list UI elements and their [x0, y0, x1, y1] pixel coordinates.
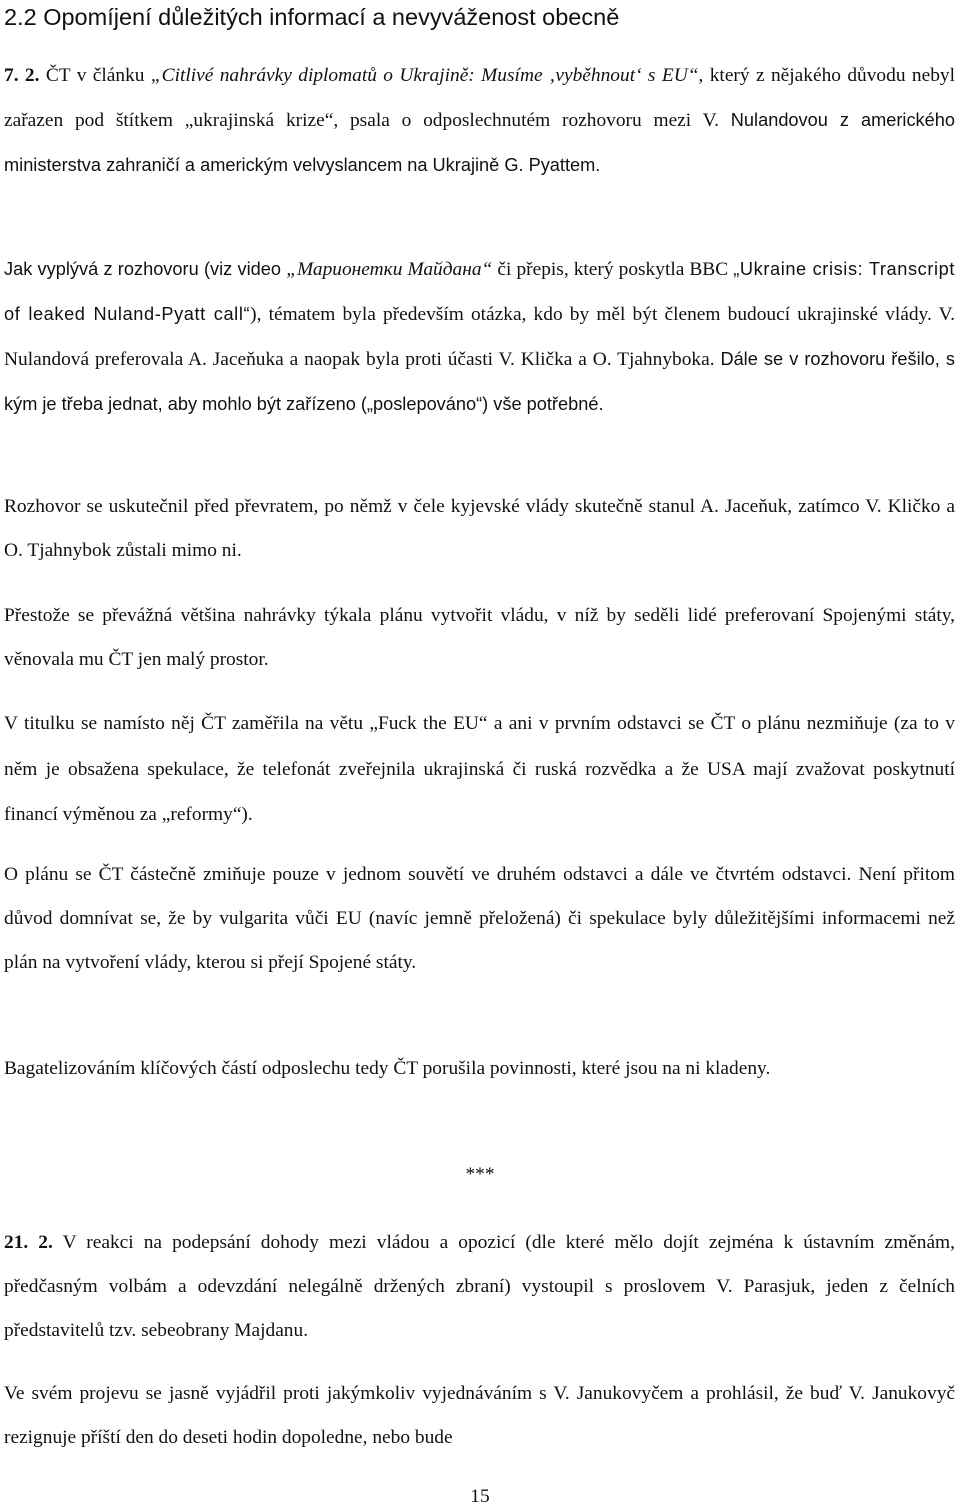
paragraph-3: Rozhovor se uskutečnil před převratem, po němž v čele kyjevské vlády skutečně stanul A. Jaceňuk, zatímco V. Kličko a O. Tjahnybok zůstali mimo ni.	[4, 496, 955, 561]
paragraph-6: O plánu se ČT částečně zmiňuje pouze v jednom souvětí ve druhém odstavci a dále ve čtvrtém odstavci. Není přitom důvod domnívat se, že by vulgarita vůči EU (navíc jemně přeložená) či spekulace byly důležitějšími informacemi než plán na vytvoření vlády, kterou si přejí Spojené státy.	[4, 864, 955, 973]
paragraph-7: Bagatelizováním klíčových částí odposlechu tedy ČT porušila povinnosti, které jsou na ni kladeny.	[4, 1058, 771, 1079]
section-separator: ***	[465, 1164, 495, 1185]
page-number: 15	[470, 1486, 490, 1507]
text-span: Dále se v rozhovoru řešilo, s kým je třeba jednat, aby mohlo být zařízeno („poslepováno“) vše potřebné.	[4, 349, 955, 414]
section-heading: 2.2 Opomíjení důležitých informací a nevyváženost obecně	[4, 4, 620, 30]
text-span: V reakci na podepsání dohody mezi vládou a opozicí (dle které mělo dojít zejména k ústavním změnám, předčasným volbám a odevzdání nelegálně držených zbraní) vystoupil s proslovem V. Parasjuk, jeden z čelních představitelů tzv. sebeobrany Majdanu.	[4, 1232, 955, 1341]
paragraph-5: V titulku se namísto něj ČT zaměřila na větu „Fuck the EU“ a ani v prvním odstavci se ČT o plánu nezmiňuje (za to v něm je obsažena spekulace, že telefonát zveřejnila ukrajinská či ruská rozvědka a že USA mají zvažovat poskytnutí financí výměnou za „reformy“).	[4, 713, 955, 825]
text-span: ), tématem byla především otázka, kdo by měl být členem budoucí ukrajinské vlády. V. Nulandová preferovala A. Jaceňuka a naopak byla proti účasti V. Klička a O. Tjahnyboka.	[4, 304, 955, 370]
date-label: 7. 2.	[4, 65, 40, 86]
article-title: „Citlivé nahrávky diplomatů o Ukrajině: Musíme ‚vyběhnout‘ s EU“	[150, 65, 699, 86]
paragraph-2	[4, 247, 955, 427]
date-label: 21. 2.	[4, 1232, 53, 1253]
paragraph-9: Ve svém projevu se jasně vyjádřil proti jakýmkoliv vyjednáváním s V. Janukovyčem a prohlásil, že buď V. Janukovyč rezignuje příští den do deseti hodin dopoledne, nebo bude	[4, 1383, 955, 1448]
video-title: „Марионетки Майдана“	[286, 259, 493, 280]
text-span: ČT v článku	[39, 65, 151, 86]
bbc-title: „Ukraine crisis: Transcript of leaked Nuland-Pyatt call“	[4, 259, 955, 324]
text-span: Nulandovou z amerického ministerstva zahraničí a americkým velvyslancem na Ukrajině G. Pyattem.	[4, 110, 955, 175]
text-span: , který z nějakého důvodu nebyl zařazen pod štítkem „ukrajinská krize“, psala o odposlechnutém rozhovoru mezi V.	[4, 65, 955, 131]
text-span: Jak vyplývá z rozhovoru (viz video	[4, 259, 287, 279]
paragraph-8	[4, 1221, 955, 1353]
paragraph-4: Přestože se převážná většina nahrávky týkala plánu vytvořit vládu, v níž by seděli lidé preferovaní Spojenými státy, věnovala mu ČT jen malý prostor.	[4, 605, 955, 670]
paragraph-1	[4, 54, 955, 188]
text-span: či přepis, který poskytla BBC	[492, 259, 734, 280]
